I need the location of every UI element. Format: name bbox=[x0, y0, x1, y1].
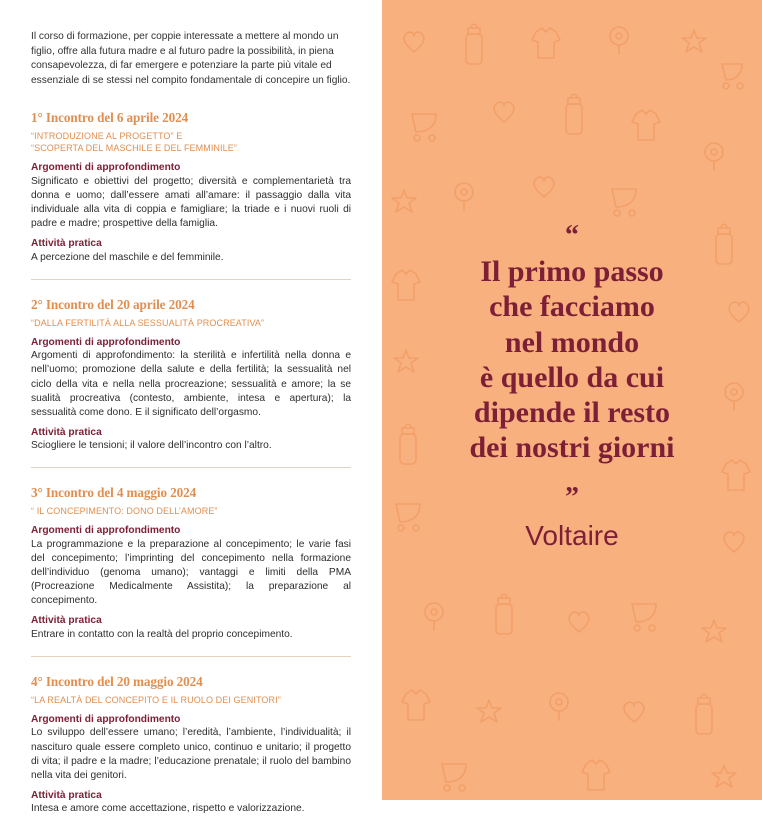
heart-icon bbox=[404, 32, 424, 52]
onesie-icon bbox=[532, 28, 560, 58]
activity-label: Attività pratica bbox=[31, 426, 102, 438]
quote-open-mark: “ bbox=[565, 220, 579, 251]
pacifier-icon bbox=[455, 183, 473, 210]
topics-label: Argomenti di approfondimento bbox=[31, 713, 181, 725]
intro-paragraph: Il corso di formazione, per coppie interessate a mettere al mondo un figlio, offre alla futura madre e al futuro padre la possibilità, in piena consapevolezza, di far emergere e potenziare la parte più vitale ed essenziale di se stessi nel compito fondamentale di concepire un figlio. bbox=[31, 31, 351, 86]
meeting-3 bbox=[31, 485, 351, 657]
meeting-subtitle: “ IL CONCEPIMENTO: DONO DELL’AMORE” bbox=[31, 506, 218, 517]
baby-bottle-icon bbox=[466, 24, 482, 64]
meeting-title: 4° Incontro del 20 maggio 2024 bbox=[31, 673, 203, 689]
meeting-1 bbox=[31, 110, 351, 279]
heart-icon bbox=[494, 102, 514, 122]
meeting-subtitle: “INTRODUZIONE AL PROGETTO” E “SCOPERTA DEL MASCHILE E DEL FEMMINILE” bbox=[31, 131, 237, 154]
course-column bbox=[0, 0, 382, 815]
meeting-title: 3° Incontro del 4 maggio 2024 bbox=[31, 485, 197, 501]
baby-bottle-icon bbox=[496, 594, 512, 634]
pacifier-icon bbox=[705, 143, 723, 170]
quote-block bbox=[382, 222, 762, 552]
star-icon bbox=[702, 620, 726, 642]
pacifier-icon bbox=[610, 27, 628, 54]
meeting-title: 1° Incontro del 6 aprile 2024 bbox=[31, 110, 189, 126]
stroller-icon bbox=[412, 114, 436, 141]
star-icon bbox=[682, 30, 706, 52]
stroller-icon bbox=[632, 604, 656, 631]
onesie-icon bbox=[632, 110, 660, 140]
pacifier-icon bbox=[550, 693, 568, 720]
activity-text: Sciogliere le tensioni; il valore dell’incontro con l’altro. bbox=[31, 440, 272, 452]
meeting-title: 2° Incontro del 20 aprile 2024 bbox=[31, 296, 195, 312]
activity-text: Entrare in contatto con la realtà del proprio concepimento. bbox=[31, 628, 293, 640]
topics-text: Significato e obiettivi del progetto; diversità e complementarietà tra donna e uomo; dall’essere amati all’amare: il passaggio dalla vita individuale alla vita di coppia e famigliare; la triade e i nuovi ruoli di padre e madre; prospettive della famiglia. bbox=[31, 175, 351, 230]
meeting-subtitle: “DALLA FERTILITÀ ALLA SESSUALITÀ PROCREATIVA” bbox=[31, 317, 265, 328]
pacifier-icon bbox=[425, 603, 443, 630]
topics-text: Lo sviluppo dell’essere umano; l’eredità, l’ambiente, l’individualità; il nascituro quale essere completo unico, continuo e unitario; il progetto di vita; il padre e la madre; l’educazione prenatale; il ruolo del bambino nella vita dei genitori. bbox=[31, 727, 351, 781]
topics-text: La programmazione e la preparazione al concepimento; le varie fasi del concepimento; l’imprinting del concepimento nella formazione dell’individuo (genoma umano); vantaggi e limiti della PMA (Procreazione Medicalmente Assistita); la preparazione al concepimento. bbox=[31, 538, 351, 607]
star-icon bbox=[477, 700, 501, 722]
quote-text: Il primo passo che facciamo nel mondo è quello da cui dipende il resto dei nostri giorni bbox=[469, 255, 675, 465]
heart-icon bbox=[569, 612, 589, 632]
activity-label: Attività pratica bbox=[31, 789, 102, 801]
heart-icon bbox=[534, 177, 554, 197]
topics-text: Argomenti di approfondimento: la sterilità e infertilità nella donna e nell’uomo; promozione della salute e della fertilità; la sessualità nel ciclo della vita e nella nella procreazione; sessualità e amore; la se sualità procreativa (contesto, ambiente, intesa e apertura); la sessualità come dono. E il significato dell’orgasmo. bbox=[31, 350, 351, 418]
quote-panel bbox=[382, 0, 762, 800]
topics-label: Argomenti di approfondimento bbox=[31, 336, 181, 348]
meeting-4 bbox=[31, 674, 351, 830]
quote-close-mark: ” bbox=[565, 481, 579, 513]
baby-bottle-icon bbox=[566, 94, 582, 134]
meeting-2 bbox=[31, 297, 351, 469]
onesie-icon bbox=[582, 760, 610, 790]
stroller-icon bbox=[442, 764, 466, 791]
topics-label: Argomenti di approfondimento bbox=[31, 525, 181, 537]
activity-label: Attività pratica bbox=[31, 238, 102, 250]
stroller-icon bbox=[612, 189, 636, 216]
heart-icon bbox=[624, 702, 644, 722]
star-icon bbox=[712, 765, 736, 787]
onesie-icon bbox=[402, 690, 430, 720]
quote-author: Voltaire bbox=[525, 519, 619, 551]
star-icon bbox=[392, 190, 416, 212]
stroller-icon bbox=[722, 64, 743, 89]
activity-text: A percezione del maschile e del femminile. bbox=[31, 251, 224, 263]
baby-bottle-icon bbox=[696, 694, 712, 734]
topics-label: Argomenti di approfondimento bbox=[31, 162, 181, 174]
meeting-subtitle: “LA REALTÀ DEL CONCEPITO E IL RUOLO DEI GENITORI” bbox=[31, 694, 281, 705]
activity-text: Intesa e amore come accettazione, rispetto e valorizzazione. bbox=[31, 803, 305, 815]
activity-label: Attività pratica bbox=[31, 615, 102, 627]
